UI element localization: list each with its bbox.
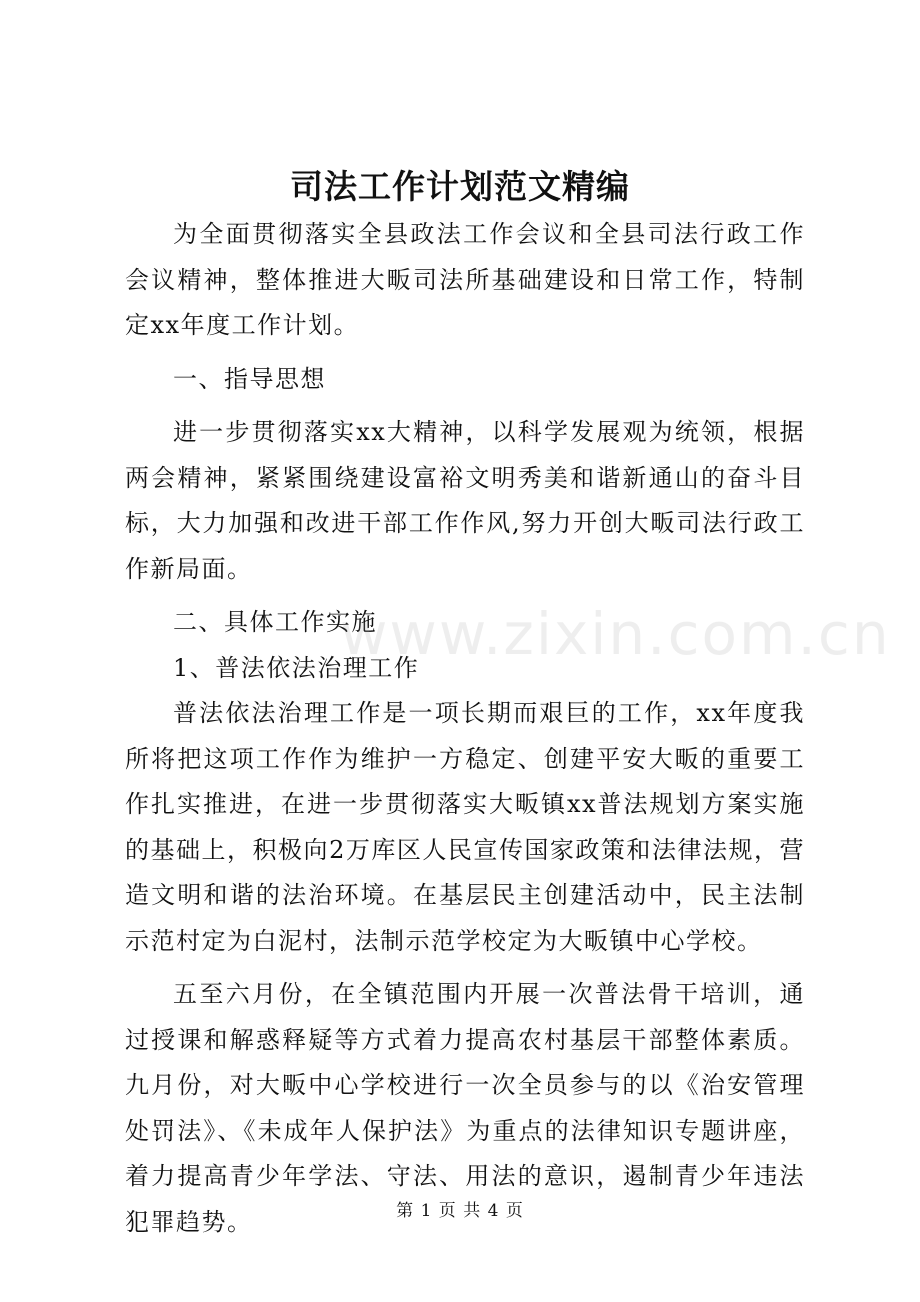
section-heading-guiding-thought: 一、指导思想 [173, 364, 326, 393]
paragraph-intro: 为全面贯彻落实全县政法工作会议和全县司法行政工作会议精神，整体推进大畈司法所基础建设和日常工作，特制定xx年度工作计划。 [125, 220, 805, 339]
page-footer: 第 1 页 共 4 页 [396, 1201, 524, 1221]
subsection-heading-law-education: 1、普法依法治理工作 [173, 653, 420, 682]
section-heading-implementation: 二、具体工作实施 [173, 608, 377, 636]
watermark: www.zixin.com.cn [340, 600, 891, 668]
paragraph-training-plan: 五至六月份，在全镇范围内开展一次普法骨干培训，通过授课和解惑释疑等方式着力提高农村基层干部整体素质。九月份，对大畈中心学校进行一次全员参与的以《治安管理处罚法》、《未成年人保护法》为重点的法律知识专题讲座，着力提高青少年学法、守法、用法的意识，遏制青少年违法犯罪趋势。 [125, 980, 805, 1236]
paragraph-guiding-thought: 进一步贯彻落实xx大精神，以科学发展观为统领，根据两会精神，紧紧围绕建设富裕文明秀美和谐新通山的奋斗目标，大力加强和改进干部工作作风,努力开创大畈司法行政工作新局面。 [125, 418, 805, 583]
document-title: 司法工作计划范文精编 [290, 167, 630, 206]
paragraph-law-education: 普法依法治理工作是一项长期而艰巨的工作，xx年度我所将把这项工作作为维护一方稳定、创建平安大畈的重要工作扎实推进，在进一步贯彻落实大畈镇xx普法规划方案实施的基础上，积极向2万库区人民宣传国家政策和法律法规，营造文明和谐的法治环境。在基层民主创建活动中，民主法制示范村定为白泥村，法制示范学校定为大畈镇中心学校。 [125, 699, 805, 955]
document-body [125, 212, 805, 1245]
